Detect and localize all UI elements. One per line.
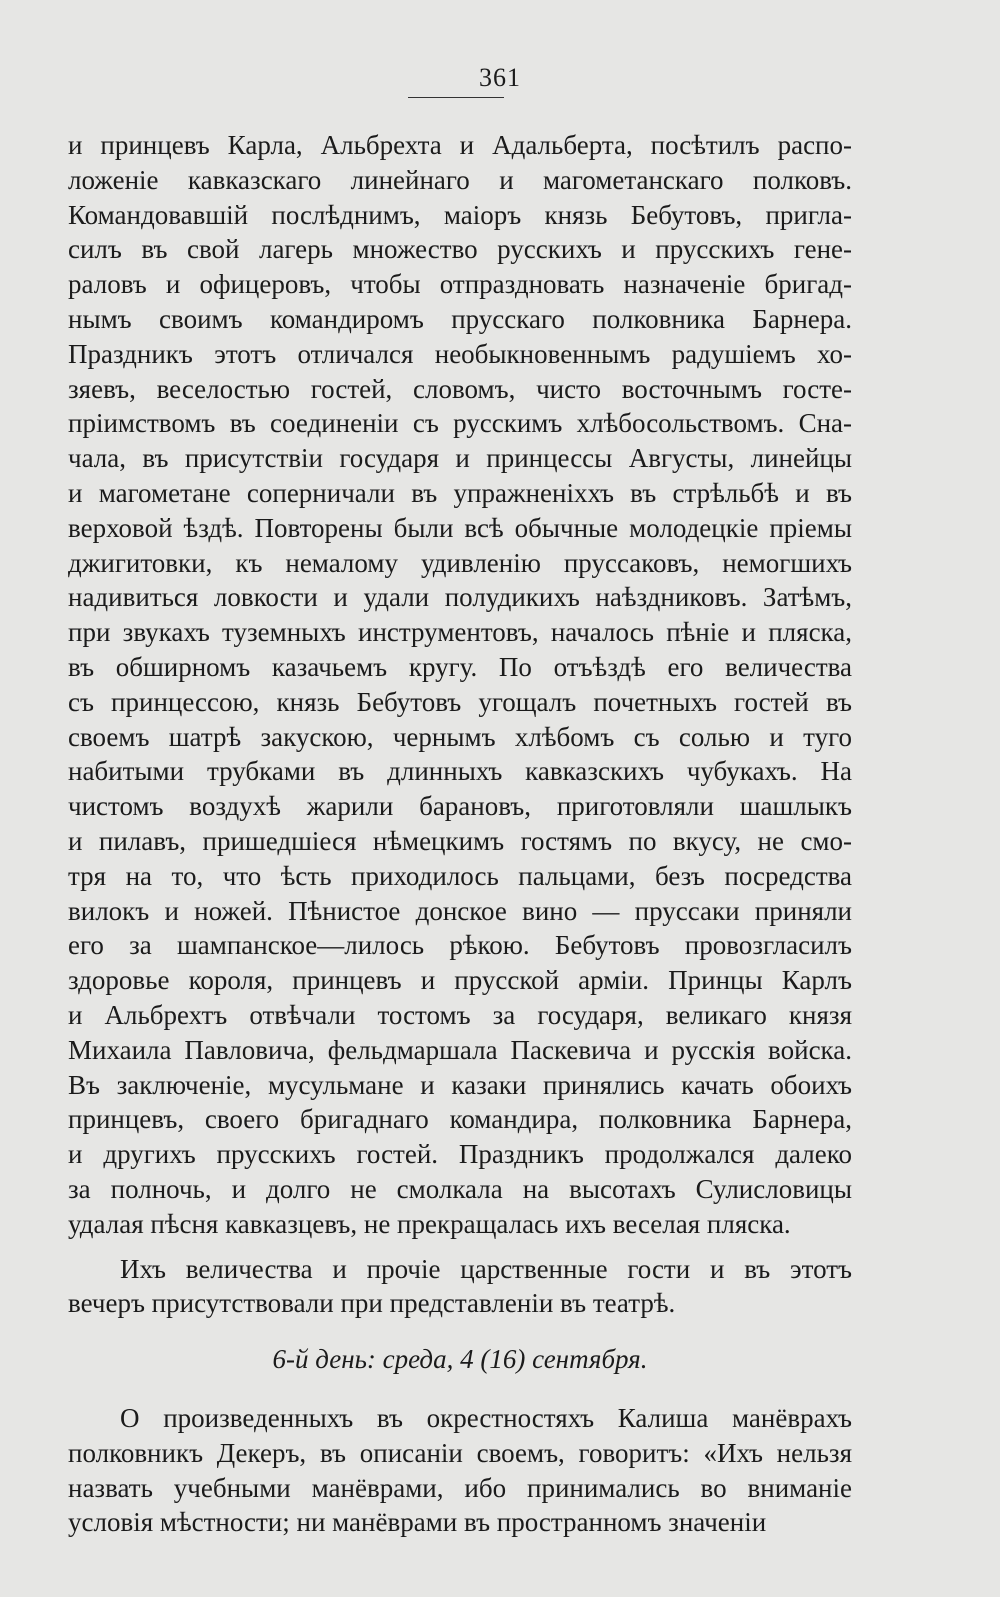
text-line: Михаила Павловича, фельдмаршала Паскевича и русскія войска. [68,1034,852,1065]
text-line: пріимствомъ въ соединеніи съ русскимъ хлѣбосольствомъ. Сна- [68,408,852,439]
text-line: вечеръ присутствовали при представленіи въ театрѣ. [68,1288,676,1319]
text-line: съ принцессою, князь Бебутовъ угощалъ почетныхъ гостей въ [68,686,852,717]
paragraphs-before-heading [68,128,852,1321]
text-line: и Альбрехтъ отвѣчали тостомъ за государя, великаго князя [68,999,852,1030]
text-line: Командовавшій послѣднимъ, маіоръ князь Бебутовъ, пригла- [68,199,852,230]
page-number-rule [408,97,504,98]
text-line: набитыми трубками въ длинныхъ кавказскихъ чубукахъ. На [68,756,852,787]
text-line: вилокъ и ножей. Пѣнистое донское вино — пруссаки приняли [68,895,852,926]
text-line: О произведенныхъ въ окрестностяхъ Калиша манёврахъ [120,1403,852,1434]
text-line: джигитовки, къ немалому удивленію пруссаковъ, немогшихъ [68,547,852,578]
text-line: раловъ и офицеровъ, чтобы отпраздновать назначеніе бригад- [68,269,852,300]
page-number: 361 [479,63,521,92]
text-line: силъ въ свой лагерь множество русскихъ и прусскихъ гене- [68,234,852,265]
paragraph [68,128,852,1242]
paragraph-break [68,1242,852,1252]
text-line: надивиться ловкости и удали полудикихъ наѣздниковъ. Затѣмъ, [68,582,852,613]
text-line: здоровье короля, принцевъ и прусской арміи. Принцы Карлъ [68,965,852,996]
text-line: условія мѣстности; ни манёврами въ пространномъ значеніи [68,1507,767,1538]
text-line: Праздникъ этотъ отличался необыкновеннымъ радушіемъ хо- [68,338,852,369]
text-line: полковникъ Декеръ, въ описаніи своемъ, говоритъ: «Ихъ нельзя [68,1437,852,1468]
text-line: и принцевъ Карла, Альбрехта и Адальберта, посѣтилъ распо- [68,130,852,160]
text-line: его за шампанское—лилось рѣкою. Бебутовъ провозгласилъ [68,930,852,961]
text-line: назвать учебными манёврами, ибо принимались во вниманіе [68,1472,852,1503]
text-line: и другихъ прусскихъ гостей. Праздникъ продолжался далеко [68,1139,852,1170]
paragraphs-after-heading [68,1401,852,1540]
body-text [68,128,852,1540]
text-line: въ обширномъ казачьемъ кругу. По отъѣздѣ его величества [68,651,852,682]
text-line: чала, въ присутствіи государя и принцессы Августы, линейцы [68,443,852,474]
text-line: удалая пѣсня кавказцевъ, не прекращалась ихъ веселая пляска. [68,1208,791,1239]
text-line: чистомъ воздухѣ жарили барановъ, приготовляли шашлыкъ [68,791,852,822]
text-line: Въ заключеніе, мусульмане и казаки принялись качать обоихъ [68,1069,852,1100]
text-line: принцевъ, своего бригаднаго командира, полковника Барнера, [68,1104,852,1135]
text-line: и магометане соперничали въ упражненіххъ въ стрѣльбѣ и въ [68,477,852,508]
text-line: тря на то, что ѣсть приходилось пальцами, безъ посредства [68,860,852,891]
paragraph [68,1401,852,1540]
text-line: нымъ своимъ командиромъ прусскаго полковника Барнера. [68,303,852,334]
text-line: своемъ шатрѣ закускою, чернымъ хлѣбомъ съ солью и туго [68,721,852,752]
text-line: верховой ѣздѣ. Повторены были всѣ обычные молодецкіе пріемы [68,512,852,543]
text-line: Ихъ величества и прочіе царственные гости и въ этотъ [120,1253,852,1284]
section-heading: 6-й день: среда, 4 (16) сентября. [272,1344,648,1375]
text-line: ложеніе кавказскаго линейнаго и магометанскаго полковъ. [68,164,852,195]
paragraph [68,1252,852,1322]
text-line: за полночь, и долго не смолкала на высотахъ Сулисловицы [68,1173,852,1204]
text-line: и пилавъ, пришедшіеся нѣмецкимъ гостямъ по вкусу, не смо- [68,825,852,856]
text-line: зяевъ, веселостью гостей, словомъ, чисто восточнымъ госте- [68,373,852,404]
text-line: при звукахъ туземныхъ инструментовъ, началось пѣніе и пляска, [68,617,852,648]
